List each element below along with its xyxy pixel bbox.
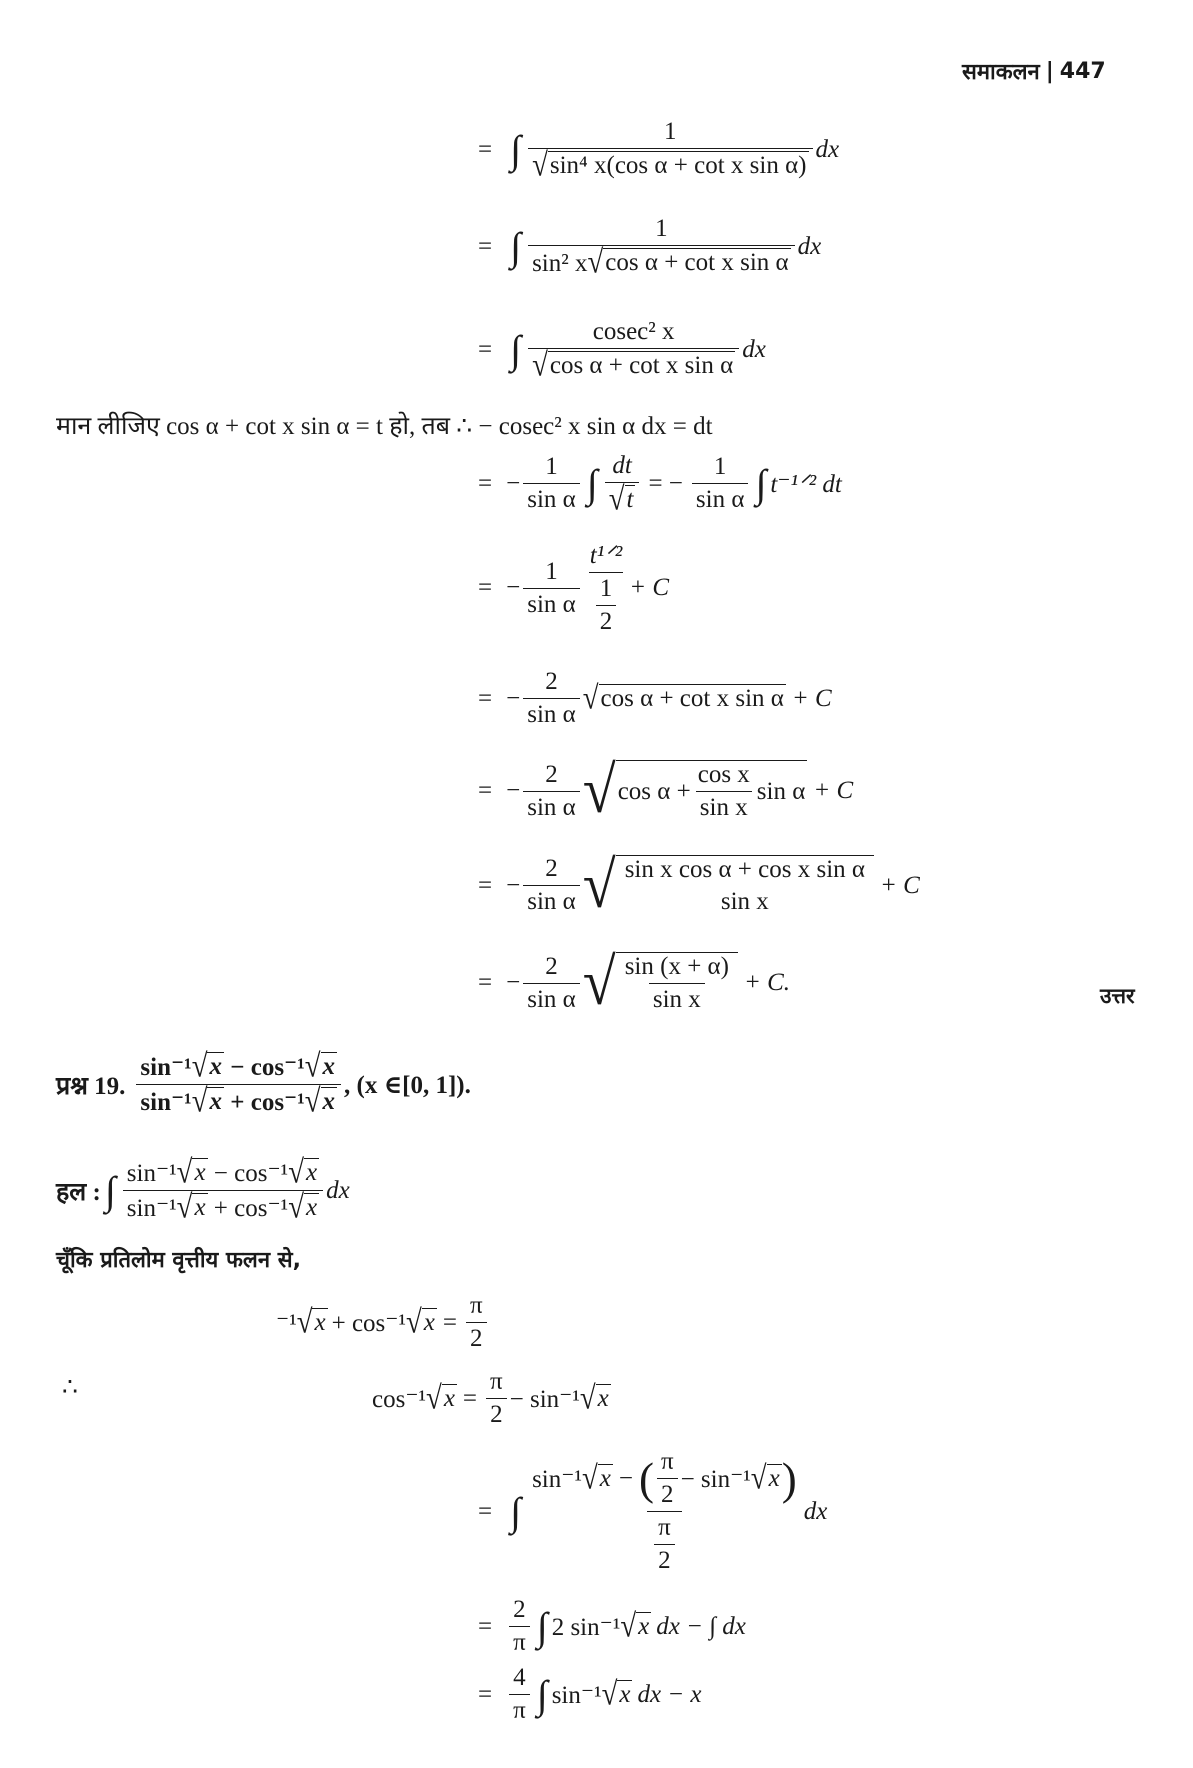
chapter-title: समाकलन	[962, 60, 1040, 85]
equation-substituted	[478, 1448, 827, 1575]
numerator: sin x cos α + cos x sin α	[624, 856, 865, 883]
equation-8	[478, 848, 926, 922]
radical-sign: √	[608, 480, 625, 518]
arccos-equation	[372, 1368, 611, 1429]
numerator: sin (x + α)	[624, 953, 729, 980]
fraction	[528, 318, 739, 384]
fraction	[486, 1368, 507, 1429]
radicand: x	[619, 1681, 631, 1708]
arcsin: sin⁻¹	[126, 1160, 177, 1187]
numerator: dt	[612, 452, 632, 479]
arcsin: sin⁻¹	[140, 1054, 192, 1081]
square-root	[288, 1188, 319, 1226]
equation-2	[478, 215, 822, 281]
fraction	[694, 761, 754, 822]
equation-4	[478, 452, 842, 518]
radicand: cos α + cot x sin α	[549, 352, 734, 379]
solution-label: हल :	[56, 1178, 101, 1206]
radical-sign: √	[191, 1047, 208, 1085]
integrand: t⁻¹ᐟ² dt	[770, 470, 842, 498]
constant: + C	[879, 871, 920, 899]
integral-sign: ∫	[510, 127, 522, 172]
solution-start	[56, 1153, 350, 1226]
square-root	[582, 679, 786, 717]
equals-sign: =	[442, 1308, 457, 1336]
radical-sign: √	[296, 1303, 313, 1341]
constant: + C	[791, 684, 832, 712]
square-root	[581, 1459, 613, 1497]
radicand-prefix: cos α +	[617, 777, 691, 805]
denominator: sin x	[649, 983, 705, 1014]
equation-5	[478, 540, 669, 636]
fraction	[596, 575, 617, 636]
identity-equation	[276, 1292, 490, 1353]
fraction	[605, 452, 640, 518]
differential: dx	[797, 232, 822, 260]
equals-sign: =	[478, 232, 493, 260]
numerator: 2	[513, 1596, 526, 1623]
equals-sign: =	[478, 1612, 493, 1640]
remaining-terms: dx − x	[637, 1680, 702, 1708]
radicand: cos α + cot x sin α	[605, 249, 789, 276]
square-root	[582, 753, 808, 827]
radical-sign: √	[582, 848, 616, 922]
arccos: cos⁻¹	[372, 1385, 427, 1413]
radical-sign: √	[601, 1675, 618, 1713]
radicand: x	[194, 1194, 206, 1221]
integral-sign: ∫	[510, 1489, 522, 1534]
radicand: x	[423, 1309, 435, 1336]
equation-3	[478, 318, 766, 384]
denominator: 2	[466, 1322, 487, 1353]
denominator: sin α	[523, 698, 580, 729]
fraction	[509, 1596, 530, 1657]
square-root	[601, 1675, 633, 1713]
denominator: sin α	[523, 483, 580, 514]
denominator: 2	[486, 1398, 507, 1429]
radicand: x	[599, 1465, 611, 1492]
square-root	[296, 1303, 328, 1341]
minus-sign: −	[618, 1464, 633, 1492]
radicand: cos α + cot x sin α	[600, 685, 784, 712]
denominator: sin α	[523, 885, 580, 916]
equals-sign: =	[478, 1680, 493, 1708]
superscript-fragment: ⁻¹	[276, 1309, 297, 1337]
numerator: cos x	[697, 761, 750, 788]
minus-sign: −	[506, 684, 521, 712]
radical-sign: √	[532, 146, 548, 184]
numerator: cosec² x	[592, 318, 675, 345]
numerator: 2	[545, 668, 558, 695]
radicand: x	[209, 1088, 222, 1115]
arccos: cos⁻¹	[250, 1089, 305, 1116]
radical-sign: √	[304, 1047, 321, 1085]
radical-sign: √	[288, 1188, 304, 1226]
numerator: 1	[545, 453, 558, 480]
left-paren: (	[638, 1453, 654, 1504]
therefore-symbol: ∴	[62, 1374, 78, 1401]
integral-sign: ∫	[755, 461, 767, 506]
denominator: π	[509, 1694, 530, 1725]
numerator: 1	[599, 575, 613, 602]
integral-sign: ∫	[510, 327, 522, 372]
minus-sign: −	[230, 1054, 245, 1081]
right-paren: )	[781, 1453, 797, 1504]
constant: + C	[813, 777, 854, 804]
square-root	[582, 848, 874, 922]
radical-sign: √	[426, 1379, 442, 1417]
radicand: x	[314, 1309, 326, 1336]
minus-sign: −	[506, 469, 521, 497]
integral-sign: ∫	[586, 461, 598, 506]
plus-sign: +	[213, 1195, 228, 1222]
equals-sign: =	[462, 1384, 478, 1412]
radicand: x	[322, 1053, 336, 1080]
square-root	[176, 1188, 208, 1226]
page-number: 447	[1059, 58, 1106, 84]
minus-arcsin: − sin⁻¹	[509, 1385, 580, 1413]
minus-sign: −	[506, 777, 521, 804]
arccos: cos⁻¹	[234, 1195, 289, 1222]
equals-sign: =	[478, 871, 493, 899]
radicand: x	[768, 1465, 780, 1492]
fraction	[466, 1292, 487, 1353]
fraction	[523, 453, 580, 514]
fraction	[621, 856, 869, 916]
square-root	[579, 1379, 611, 1417]
fraction	[523, 953, 580, 1014]
equals-sign: =	[478, 777, 493, 804]
fraction	[523, 761, 580, 822]
square-root	[405, 1303, 437, 1341]
radicand: x	[322, 1088, 336, 1115]
equals-sign: =	[478, 335, 493, 363]
numerator: π	[658, 1514, 671, 1541]
radicand: x	[597, 1385, 609, 1412]
integral-sign: ∫	[536, 1672, 548, 1717]
question-19	[56, 1047, 471, 1120]
radical-sign: √	[582, 679, 599, 717]
arccos: cos⁻¹	[250, 1054, 305, 1081]
radical-sign: √	[582, 753, 616, 827]
question-label: प्रश्न 19.	[56, 1072, 126, 1100]
radicand-suffix: sin α	[756, 777, 806, 805]
substitution-text: मान लीजिए cos α + cot x sin α = t हो, तब ∴ − cosec² x sin α dx = dt	[56, 413, 713, 440]
numerator: 2	[545, 855, 558, 882]
radicand: t	[626, 486, 634, 513]
plus-sign: +	[230, 1089, 245, 1116]
square-root	[426, 1379, 457, 1417]
equals-sign: =	[478, 684, 493, 712]
fraction	[528, 1448, 801, 1575]
differential: dx	[742, 335, 766, 363]
integrand: 2 sin⁻¹	[551, 1613, 621, 1641]
radical-sign: √	[176, 1153, 193, 1191]
radical-sign: √	[579, 1379, 596, 1417]
denominator: π	[509, 1626, 530, 1657]
equals-minus: = −	[648, 469, 683, 497]
arcsin: sin⁻¹	[532, 1465, 582, 1493]
numerator: 1	[713, 453, 727, 480]
square-root	[191, 1082, 224, 1120]
fraction	[528, 215, 795, 281]
arcsin: sin⁻¹	[126, 1195, 177, 1222]
equation-6	[478, 668, 838, 729]
radical-sign: √	[405, 1303, 422, 1341]
fraction	[123, 1153, 323, 1226]
square-root	[532, 146, 808, 184]
fraction	[523, 668, 580, 729]
denominator-prefix: sin² x	[532, 250, 588, 277]
denominator: sin α	[523, 983, 580, 1014]
constant: + C.	[743, 969, 791, 996]
square-root	[587, 243, 791, 281]
fraction	[654, 1514, 675, 1575]
square-root	[176, 1153, 208, 1191]
radicand: x	[305, 1159, 318, 1186]
fraction	[621, 953, 733, 1014]
square-root	[582, 945, 738, 1019]
differential: dx	[815, 135, 840, 163]
domain-condition: , (x ∈[0, 1]).	[344, 1071, 471, 1099]
integrand: sin⁻¹	[551, 1681, 602, 1709]
denominator: sin α	[692, 483, 749, 514]
minus-sign: −	[506, 969, 521, 996]
numerator: 1	[655, 215, 668, 242]
denominator: 2	[657, 1478, 678, 1509]
radical-sign: √	[620, 1607, 637, 1645]
square-root	[304, 1047, 337, 1085]
remaining-terms: dx − ∫ dx	[656, 1612, 746, 1640]
equals-sign: =	[478, 574, 493, 601]
denominator: sin α	[523, 588, 580, 619]
radicand: sin⁴ x(cos α + cot x sin α)	[549, 152, 807, 179]
denominator: 2	[654, 1544, 675, 1575]
fraction	[692, 453, 749, 514]
fraction	[136, 1047, 341, 1120]
fraction	[657, 1448, 678, 1509]
numerator: t¹ᐟ²	[589, 542, 623, 569]
fraction	[586, 540, 627, 636]
plus-arccos: + cos⁻¹	[331, 1309, 406, 1337]
radicand: x	[305, 1194, 318, 1221]
equals-sign: =	[478, 135, 493, 163]
square-root	[750, 1459, 782, 1497]
radicand: x	[443, 1385, 455, 1412]
equation-split	[478, 1596, 746, 1657]
constant: + C	[629, 574, 670, 601]
integral-sign: ∫	[536, 1604, 548, 1649]
radical-sign: √	[581, 1459, 598, 1497]
square-root	[620, 1607, 651, 1645]
arccos: cos⁻¹	[234, 1160, 289, 1187]
radical-sign: √	[532, 346, 548, 384]
numerator: 2	[545, 760, 558, 788]
numerator: 4	[513, 1664, 526, 1691]
minus-sign: −	[213, 1160, 228, 1187]
radical-sign: √	[587, 243, 604, 281]
numerator: π	[660, 1448, 674, 1475]
fraction	[528, 118, 812, 184]
denominator: sin x	[696, 791, 752, 822]
radical-sign: √	[582, 945, 616, 1019]
radical-sign: √	[191, 1082, 208, 1120]
denominator: sin x	[720, 888, 769, 915]
minus-sign: −	[506, 574, 521, 601]
differential: dx	[326, 1176, 350, 1204]
answer-label: उत्तर	[1100, 984, 1135, 1008]
numerator: π	[490, 1368, 503, 1395]
fraction	[523, 855, 580, 916]
equation-7	[478, 753, 859, 827]
numerator: π	[469, 1292, 483, 1319]
integral-sign: ∫	[104, 1168, 116, 1213]
equation-1	[478, 118, 840, 184]
minus-arcsin: − sin⁻¹	[680, 1465, 751, 1493]
square-root	[304, 1082, 337, 1120]
denominator: sin α	[523, 791, 580, 822]
equation-final	[478, 1664, 702, 1725]
radicand: x	[194, 1159, 206, 1186]
radical-sign: √	[750, 1459, 767, 1497]
fraction	[523, 558, 580, 619]
square-root	[288, 1153, 319, 1191]
integral-sign: ∫	[510, 224, 522, 269]
square-root	[191, 1047, 224, 1085]
numerator: 2	[545, 952, 558, 980]
substitution-line	[56, 408, 713, 442]
since-line: चूँकि प्रतिलोम वृत्तीय फलन से,	[56, 1248, 301, 1273]
page-header	[962, 56, 1106, 86]
equals-sign: =	[478, 1497, 493, 1525]
minus-sign: −	[506, 871, 521, 899]
numerator: 1	[545, 557, 558, 585]
radical-sign: √	[304, 1082, 321, 1120]
equation-9	[478, 945, 796, 1019]
square-root	[532, 346, 735, 384]
denominator: 2	[596, 605, 617, 636]
differential: dx	[803, 1497, 828, 1525]
radical-sign: √	[288, 1153, 304, 1191]
equals-sign: =	[478, 969, 493, 996]
radicand: x	[209, 1053, 222, 1080]
radicand: x	[638, 1613, 650, 1640]
fraction	[509, 1664, 530, 1725]
header-separator: |	[1045, 58, 1054, 84]
numerator: 1	[664, 118, 677, 145]
radical-sign: √	[176, 1188, 193, 1226]
equals-sign: =	[478, 469, 493, 497]
square-root	[608, 480, 636, 518]
arcsin: sin⁻¹	[140, 1089, 192, 1116]
